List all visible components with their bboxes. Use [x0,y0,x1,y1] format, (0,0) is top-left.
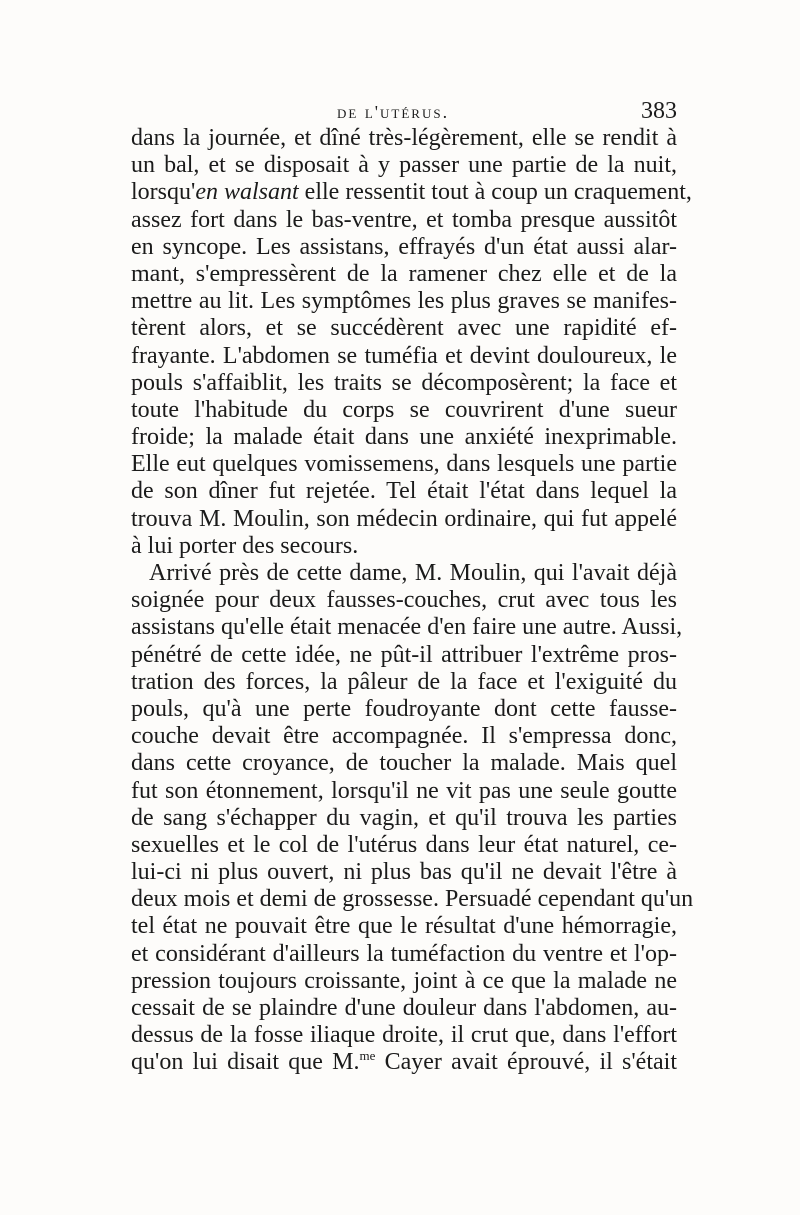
text-line: trouva M. Moulin, son médecin ordinaire, qui fut appelé [131,505,677,532]
text-line: frayante. L'abdomen se tuméfia et devint douloureux, le [131,342,677,369]
text-line: et considérant d'ailleurs la tuméfaction du ventre et l'op- [131,940,677,967]
text-line: tration des forces, la pâleur de la face et l'exiguité du [131,668,677,695]
text-run: elle ressentit tout à coup un craquement, [298,179,692,206]
running-title: de l'utérus. [337,102,450,122]
text-line: deux mois et demi de grossesse. Persuadé cependant qu'un [131,886,694,913]
text-line: un bal, et se disposait à y passer une partie de la nuit, [131,152,677,179]
text-line: couche devait être accompagnée. Il s'empressa donc, [131,723,677,750]
text-line: lui-ci ni plus ouvert, ni plus bas qu'il ne devait l'être à [131,859,677,886]
text-line: tel état ne pouvait être que le résultat d'une hémorragie, [131,913,677,940]
superscript: me [359,1048,376,1064]
italic-phrase: en walsant [195,179,299,206]
text-line: dans la journée, et dîné très-légèrement, elle se rendit à [131,125,677,151]
text-line: soignée pour deux fausses-couches, crut avec tous les [131,587,677,614]
text-line: en syncope. Les assistans, effrayés d'un état aussi alar- [131,233,677,260]
text-line: mettre au lit. Les symptômes les plus graves se manifes- [131,288,677,315]
text-run: qu'on lui disait que M. [131,1049,360,1076]
text-line: fut son étonnement, lorsqu'il ne vit pas une seule goutte [131,777,677,804]
running-head [131,98,677,126]
text-line: tèrent alors, et se succédèrent avec une rapidité ef- [131,315,677,342]
text-line: de son dîner fut rejetée. Tel était l'état dans lequel la [131,478,677,505]
text-line: assistans qu'elle était menacée d'en faire une autre. Aussi, [131,614,683,641]
paragraph-first-line: Arrivé près de cette dame, M. Moulin, qui l'avait déjà [149,560,677,586]
text-line: assez fort dans le bas-ventre, et tomba presque aussitôt [131,206,677,233]
text-line: cessait de se plaindre d'une douleur dans l'abdomen, au- [131,995,677,1021]
text-line: pouls, qu'à une perte foudroyante dont cette fausse- [131,695,677,722]
page-number: 383 [641,98,677,124]
text-line: mant, s'empressèrent de la ramener chez elle et de la [131,260,677,287]
text-line: pouls s'affaiblit, les traits se décomposèrent; la face et [131,369,677,396]
text-line: pénétré de cette idée, ne pût-il attribuer l'extrême pros- [131,641,677,668]
text-line: de sang s'échapper du vagin, et qu'il trouva les parties [131,804,677,831]
text-run: lorsqu' [131,179,196,206]
body-text [131,125,694,1077]
text-line: Elle eut quelques vomissemens, dans lesquels une partie [131,451,677,478]
text-line: à lui porter des secours. [131,532,359,559]
text-line: dans cette croyance, de toucher la malade. Mais quel [131,750,677,777]
text-line [131,1049,677,1076]
text-line: sexuelles et le col de l'utérus dans leur état naturel, ce- [131,831,677,858]
text-run: Cayer avait éprouvé, il s'était [375,1049,677,1076]
text-line: froide; la malade était dans une anxiété inexprimable. [131,424,677,451]
text-line: pression toujours croissante, joint à ce que la malade ne [131,967,677,994]
text-line: dessus de la fosse iliaque droite, il crut que, dans l'effort [131,1022,677,1049]
text-line: toute l'habitude du corps se couvrirent d'une sueur [131,396,677,423]
text-line [131,179,692,206]
